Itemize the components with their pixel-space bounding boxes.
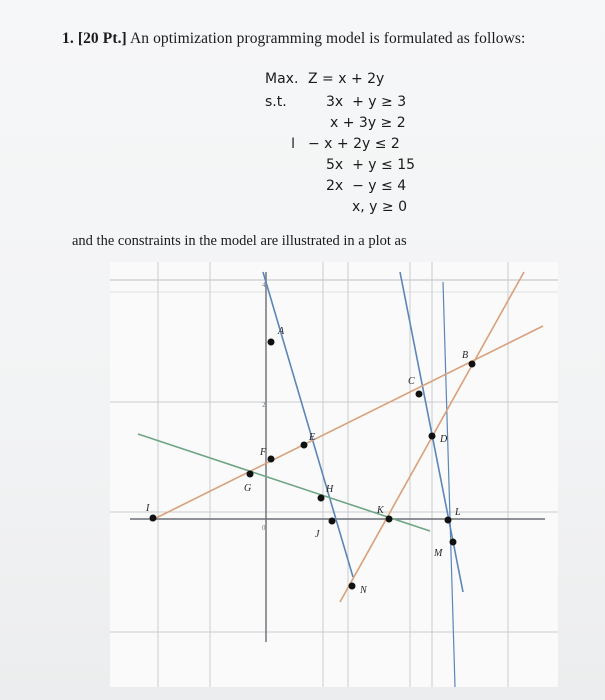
label-E: E xyxy=(309,432,316,443)
point-M xyxy=(450,539,457,546)
label-C: C xyxy=(408,376,415,387)
objective-function: Z = x + 2y xyxy=(308,71,385,87)
lp-model xyxy=(0,0,605,230)
point-K xyxy=(386,516,393,523)
point-labels xyxy=(145,326,468,596)
y-tick-4: 4 xyxy=(262,281,266,289)
objective-sense: Max. xyxy=(265,71,299,87)
point-G xyxy=(247,471,254,478)
plot-intro-text: and the constraints in the model are illustrated in a plot as xyxy=(72,233,407,249)
plot-axes xyxy=(130,272,545,642)
constraint-line-x-eq-0 xyxy=(443,282,455,687)
label-F: F xyxy=(260,447,267,458)
constraint-3: − x + 2y ≤ 2 xyxy=(308,136,400,152)
point-N xyxy=(349,583,356,590)
label-J: J xyxy=(315,529,320,540)
constraint-1: 3x + y ≥ 3 xyxy=(326,94,407,110)
intersection-points xyxy=(150,339,476,590)
point-E xyxy=(301,442,308,449)
point-J xyxy=(329,518,336,525)
constraint-line-3x-plus-y xyxy=(263,272,353,577)
point-D xyxy=(429,433,436,440)
label-A: A xyxy=(278,326,285,337)
label-G: G xyxy=(244,483,252,494)
subject-to-label: s.t. xyxy=(265,94,287,110)
constraint-line-neg-x-plus-2y xyxy=(150,326,543,521)
label-I: I xyxy=(146,503,150,514)
point-F xyxy=(268,456,275,463)
label-M: M xyxy=(434,548,443,559)
label-N: N xyxy=(360,585,367,596)
label-H: H xyxy=(326,484,334,495)
point-B xyxy=(469,361,476,368)
constraint-line-x-plus-3y xyxy=(138,434,430,531)
constraint-plot xyxy=(110,262,558,687)
problem-number: 1. xyxy=(62,30,74,47)
problem-points: [20 Pt.] xyxy=(77,30,127,47)
constraint-lines xyxy=(138,272,543,687)
constraint-5: 2x − y ≤ 4 xyxy=(326,178,407,194)
label-B: B xyxy=(462,350,469,361)
label-K: K xyxy=(377,505,384,516)
constraint-plot-svg xyxy=(110,262,558,687)
plot-grid xyxy=(110,262,558,687)
constraint-4: 5x + y ≤ 15 xyxy=(326,157,416,173)
point-C xyxy=(416,391,423,398)
constraint-nonneg: x, y ≥ 0 xyxy=(352,199,408,215)
label-D: D xyxy=(440,434,448,445)
point-L xyxy=(445,517,452,524)
point-A xyxy=(268,339,275,346)
point-H xyxy=(318,495,325,502)
text-cursor-icon: I xyxy=(291,136,296,152)
problem-statement: An optimization programming model is formulated as follows: xyxy=(129,30,526,47)
y-tick-2: 2 xyxy=(262,401,266,409)
constraint-2: x + 3y ≥ 2 xyxy=(330,115,406,131)
label-L: L xyxy=(455,507,461,518)
point-I xyxy=(150,515,157,522)
origin-tick: 0 xyxy=(262,524,266,532)
